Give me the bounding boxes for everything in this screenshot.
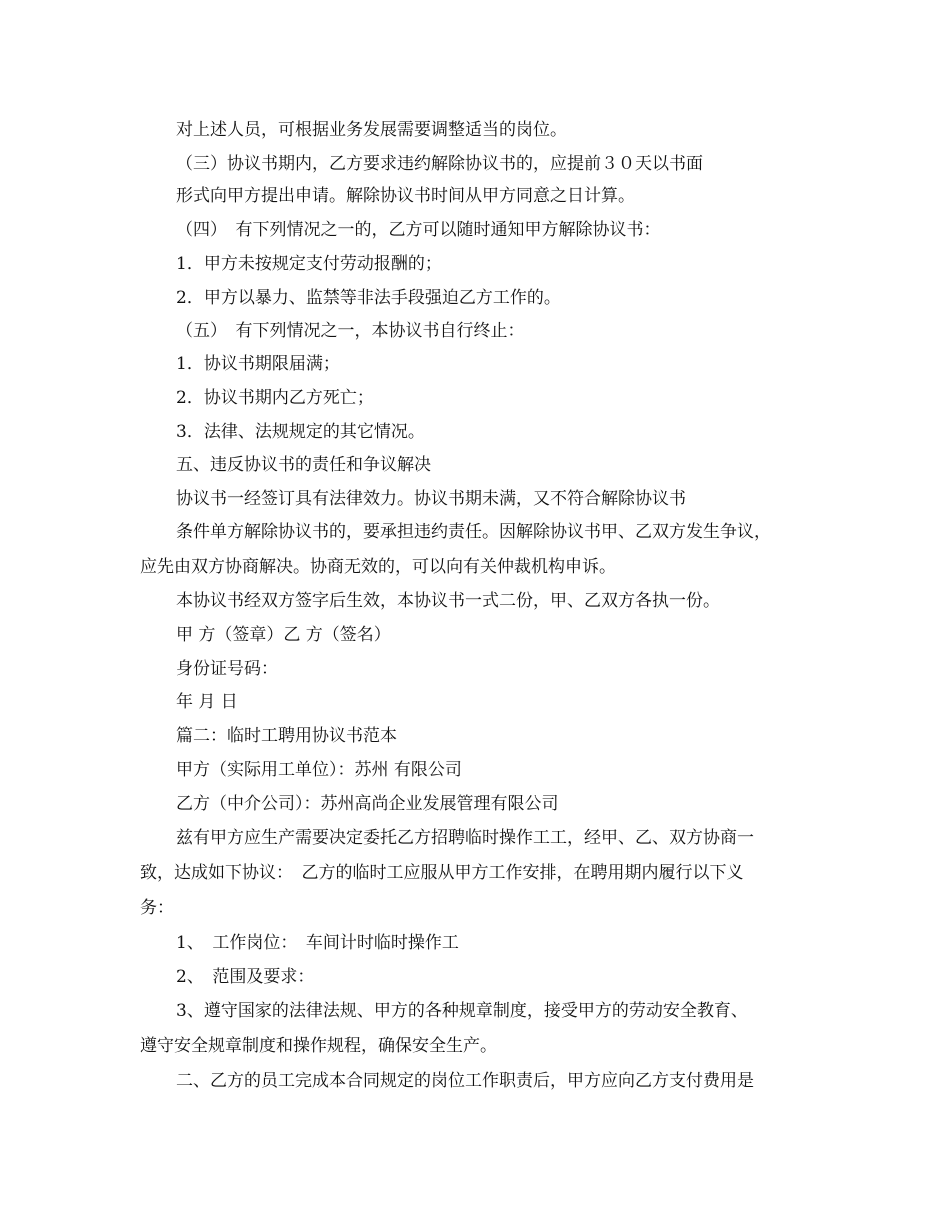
list-item: 2、 范围及要求： [176, 967, 315, 987]
paragraph-line: 对上述人员，可根据业务发展需要调整适当的岗位。 [176, 120, 567, 140]
list-item: 3、遵守国家的法律法规、甲方的各种规章制度，接受甲方的劳动安全教育、 [176, 1001, 748, 1021]
list-item: 2．甲方以暴力、监禁等非法手段强迫乙方工作的。 [176, 288, 561, 308]
signature-line: 甲 方（签章）乙 方（签名） [176, 625, 391, 645]
list-item: 3．法律、法规规定的其它情况。 [176, 422, 425, 442]
party-b-line: 乙方（中介公司）：苏州高尚企业发展管理有限公司 [176, 794, 559, 814]
paragraph-line: 二、乙方的员工完成本合同规定的岗位工作职责后，甲方应向乙方支付费用是 [176, 1071, 754, 1091]
paragraph-line: 遵守安全规章制度和操作规程，确保安全生产。 [140, 1036, 497, 1056]
paragraph-line: 致，达成如下协议： 乙方的临时工应服从甲方工作安排，在聘用期内履行以下义 [140, 863, 744, 883]
section-heading: 篇二：临时工聘用协议书范本 [176, 726, 397, 746]
paragraph-line: 应先由双方协商解决。协商无效的，可以向有关仲裁机构申诉。 [140, 557, 616, 577]
section-heading: 五、违反协议书的责任和争议解决 [176, 455, 431, 475]
paragraph-line: 务： [140, 898, 174, 918]
paragraph-line: （五） 有下列情况之一，本协议书自行终止： [176, 321, 525, 341]
paragraph-line: 协议书一经签订具有法律效力。协议书期未满，又不符合解除协议书 [176, 489, 686, 509]
list-item: 1．协议书期限届满； [176, 354, 340, 374]
party-a-line: 甲方（实际用工单位）：苏州 有限公司 [176, 760, 462, 780]
id-number-line: 身份证号码： [176, 659, 278, 679]
paragraph-line: （三）协议书期内，乙方要求违约解除协议书的，应提前３０天以书面 [176, 154, 703, 174]
list-item: 1．甲方未按规定支付劳动报酬的； [176, 254, 442, 274]
paragraph-line: 条件单方解除协议书的，要承担违约责任。因解除协议书甲、乙双方发生争议， [176, 522, 771, 542]
date-line: 年 月 日 [176, 692, 238, 712]
paragraph-line: 本协议书经双方签字后生效，本协议书一式二份，甲、乙双方各执一份。 [176, 591, 720, 611]
paragraph-line: 形式向甲方提出申请。解除协议书时间从甲方同意之日计算。 [176, 186, 635, 206]
list-item: 2．协议书期内乙方死亡； [176, 388, 374, 408]
paragraph-line: 兹有甲方应生产需要决定委托乙方招聘临时操作工工，经甲、乙、双方协商一 [176, 828, 754, 848]
paragraph-line: （四） 有下列情况之一的，乙方可以随时通知甲方解除协议书： [176, 220, 661, 240]
list-item: 1、 工作岗位： 车间计时临时操作工 [176, 933, 459, 953]
